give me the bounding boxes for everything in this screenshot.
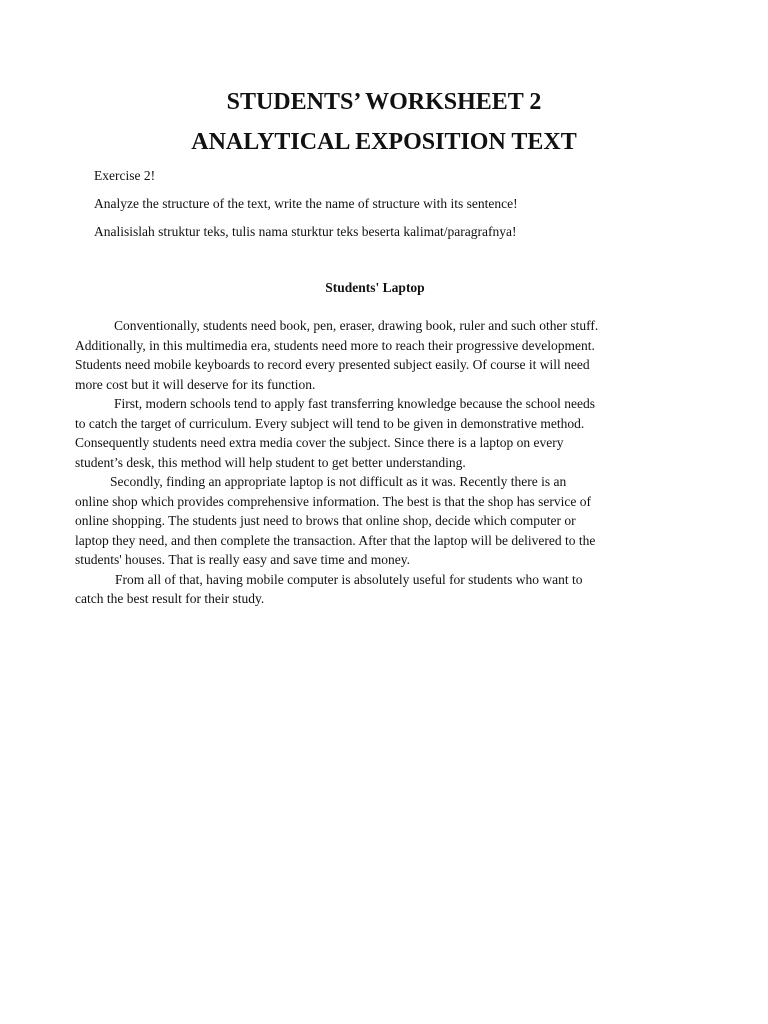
instruction-indonesian: Analisislah struktur teks, tulis nama sturktur teks beserta kalimat/paragrafnya! [94,224,517,239]
worksheet-subtitle: ANALYTICAL EXPOSITION TEXT [191,129,577,155]
text-line: Secondly, finding an appropriate laptop is not difficult as it was. Recently there is an [110,474,567,489]
exercise-label: Exercise 2! [94,168,156,183]
text-line: laptop they need, and then complete the transaction. After that the laptop will be delivered to the [75,532,596,548]
paragraph-argument-1 [75,394,675,472]
text-line: online shop which provides comprehensive information. The best is that the shop has service of [75,493,592,509]
text-line: Additionally, in this multimedia era, students need more to reach their progressive development. [75,337,595,353]
text-line: student’s desk, this method will help student to get better understanding. [75,454,466,470]
worksheet-title: STUDENTS’ WORKSHEET 2 [226,89,542,115]
text-line: catch the best result for their study. [75,591,265,606]
text-line: Conventionally, students need book, pen, eraser, drawing book, ruler and such other stuff. [114,318,599,333]
text-line: Consequently students need extra media cover the subject. Since there is a laptop on every [75,435,564,450]
text-line: Students need mobile keyboards to record every presented subject easily. Of course it will need [75,357,590,372]
text-line: From all of that, having mobile computer is absolutely useful for students who want to [115,571,583,587]
text-line: First, modern schools tend to apply fast transferring knowledge because the school needs [114,396,596,411]
instruction-english: Analyze the structure of the text, write the name of structure with its sentence! [94,196,518,211]
paragraph-conclusion [75,570,675,609]
text-title: Students' Laptop [325,280,425,295]
text-line: more cost but it will deserve for its function. [75,376,316,392]
paragraph-argument-2 [75,472,675,570]
text-line: students' houses. That is really easy and save time and money. [75,552,410,567]
paragraph-thesis [75,316,675,394]
text-line: online shopping. The students just need to brows that online shop, decide which computer or [75,513,576,528]
exposition-text [75,316,675,609]
text-line: to catch the target of curriculum. Every subject will tend to be given in demonstrative method. [75,415,585,431]
